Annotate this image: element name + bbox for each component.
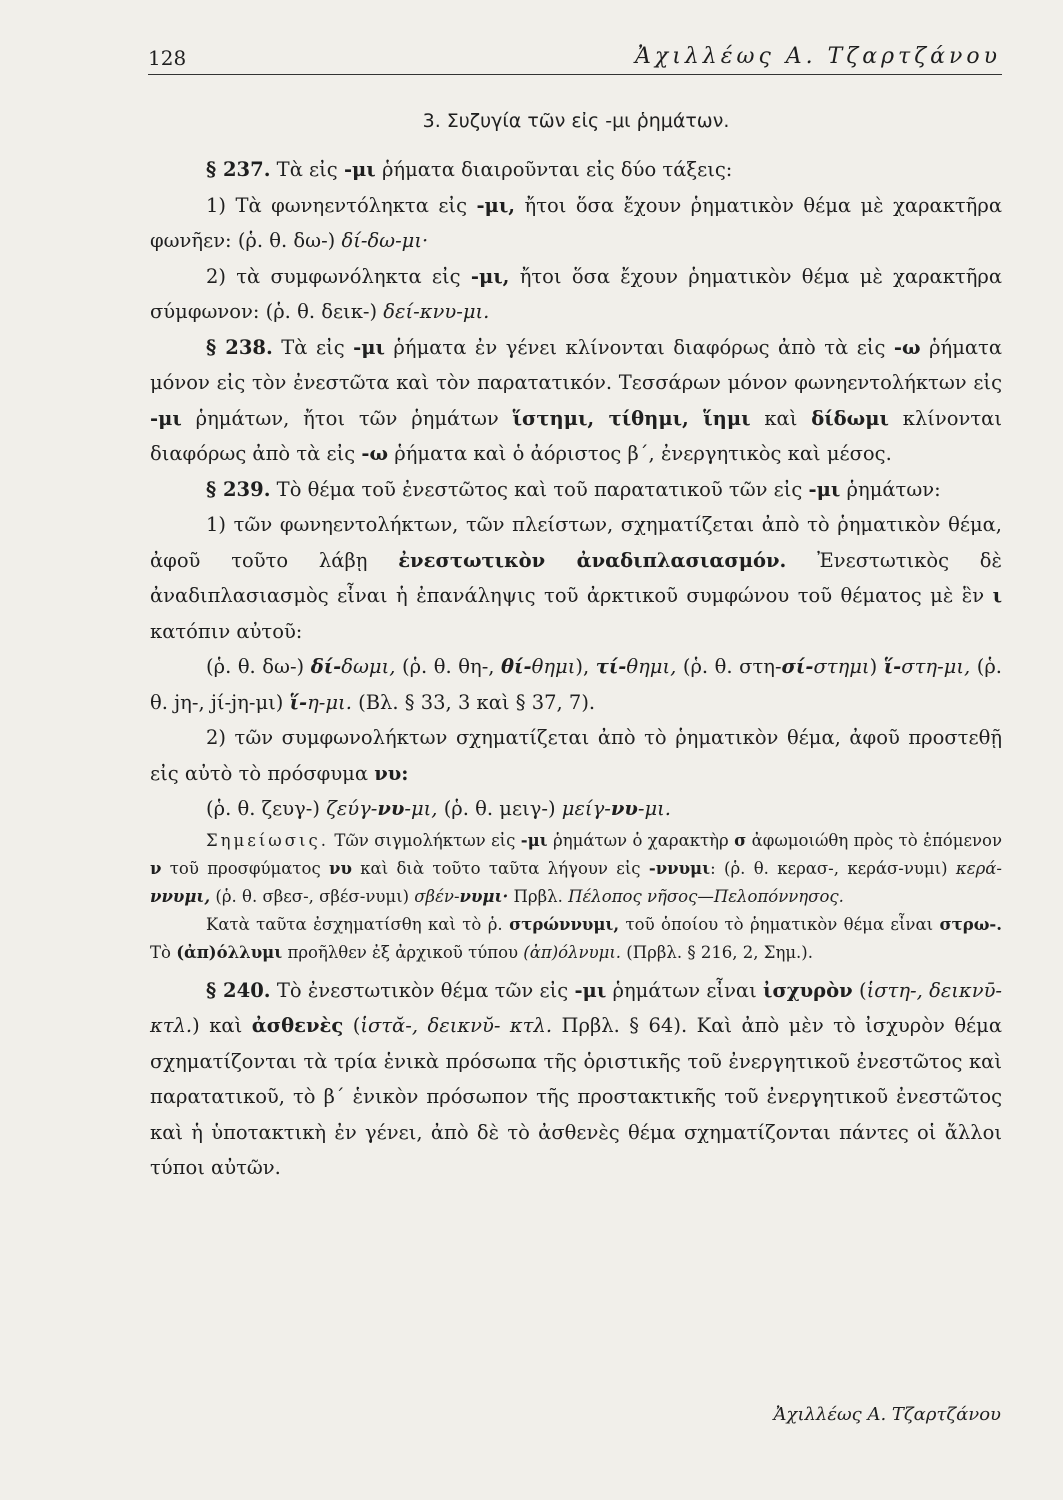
text: (ῥ. θ. δω-) <box>206 655 311 678</box>
example: -μι, <box>404 797 438 820</box>
term: δίδωμι <box>811 406 889 430</box>
term: -ω <box>361 442 389 465</box>
term: στρω-. <box>939 914 1002 934</box>
text: Πρβλ. <box>508 886 569 906</box>
running-header-author: Ἀχιλλέως Α. Τζαρτζάνου <box>635 44 1001 69</box>
term: ἵστημι, τίθημι, ἵημι <box>512 406 751 430</box>
example: (ἀπ)όλνυμι. <box>523 942 622 962</box>
header-rule <box>148 74 1002 75</box>
example: σί- <box>781 655 814 678</box>
text: Ἐνεστωτικὸς δὲ ἀναδιπλασιασμὸς εἶναι ἡ ἐπανάληψις τοῦ ἀρκτικοῦ συμφώνου τοῦ θέματος μὲ ἓν <box>150 548 1003 607</box>
note-label: Σημείωσις. <box>206 830 329 850</box>
text: προῆλθεν ἐξ ἀρχικοῦ τύπου <box>282 942 524 962</box>
text: ἤτοι ὅσα ἔχουν ῥηματικὸν θέμα μὲ χαρακτῆρα φωνῆεν: (ῥ. θ. δω-) <box>150 193 1002 252</box>
paragraph-237 <box>150 152 1002 188</box>
example: κερά- <box>955 858 1002 878</box>
example: νυ <box>610 797 638 820</box>
text: Τὰ εἰς <box>270 158 344 181</box>
text: ) καὶ <box>192 1014 252 1037</box>
example: νυ <box>377 797 405 820</box>
example: η-μι. <box>307 690 352 714</box>
term: σ <box>734 830 747 850</box>
note-paragraph-2 <box>150 911 1002 967</box>
section-number: § 240. <box>206 978 271 1002</box>
example: ἱστᾰ-, δεικνῠ- κτλ. <box>360 1014 553 1037</box>
text: Τὰ εἰς <box>272 335 354 359</box>
footer-author: Ἀχιλλέως Α. Τζαρτζάνου <box>773 1404 1001 1425</box>
text: Τὸ <box>150 942 177 962</box>
text: καὶ <box>750 406 812 430</box>
example: τί- <box>595 655 627 678</box>
text: ῥημάτων ὁ χαρακτὴρ <box>547 830 735 850</box>
term: -μι, <box>476 193 516 217</box>
paragraph-239-examples-1 <box>150 649 1002 720</box>
example: δεί-κνυ-μι. <box>383 300 490 323</box>
text: : (ῥ. θ. κερασ-, κεράσ-νυμι) <box>710 858 956 878</box>
text: Πρβλ. § 64). Καὶ ἀπὸ μὲν τὸ ἰσχυρὸν θέμα σχηματίζονται τὰ τρία ἑνικὰ πρόσωπα τῆς ὁριστικῆς τοῦ ἐνεργητικοῦ ἐνεστῶτος καὶ παρατατικοῦ, τὸ β΄ ἑνικὸν πρόσωπον τῆς προστακτικῆς τοῦ ἐνεργητικοῦ ἐνεστῶτος καὶ ἡ ὑποτακτικὴ ἐν γένει, ἀπὸ δὲ τὸ ἀσθενὲς θέμα σχηματίζονται πάντες οἱ ἄλλοι τύποι αὐτῶν. <box>150 1014 1002 1179</box>
term: -μι <box>353 335 385 359</box>
example: ζεύγ- <box>326 797 378 820</box>
example: θημι, <box>626 655 677 678</box>
text: ( <box>343 1014 361 1037</box>
term: -ω <box>893 335 921 359</box>
text: 1) τῶν φωνηεντολήκτων, τῶν πλείστων, σχηματίζεται ἀπὸ τὸ ῥηματικὸν θέμα, ἀφοῦ τοῦτο λάβῃ <box>150 513 1002 572</box>
term: νυ <box>329 858 352 878</box>
term: -μι <box>808 477 841 501</box>
example: νυμι· <box>459 886 509 906</box>
text: ἤτοι ὅσα ἔχουν ῥηματικὸν θέμα μὲ χαρακτῆρα σύμφωνον: (ῥ. θ. δεικ-) <box>150 264 1003 323</box>
term: -μι <box>520 830 548 850</box>
term: ἰσχυρὸν <box>763 978 853 1002</box>
text: ῥήματα καὶ ὁ ἀόριστος β΄, ἐνεργητικὸς καὶ μέσος. <box>388 442 892 465</box>
text: (Πρβλ. § 216, 2, Σημ.). <box>621 942 813 962</box>
text: ῥημάτων εἶναι <box>606 978 764 1002</box>
term: -μι <box>150 406 182 430</box>
paragraph-239-item-2 <box>150 720 1002 791</box>
example: ἵ- <box>289 690 308 714</box>
text: Τὸ ἐνεστωτικὸν θέμα τῶν εἰς <box>270 978 575 1002</box>
text: ῥήματα διαιροῦνται εἰς δύο τάξεις: <box>375 158 733 181</box>
text: ῥημάτων, ἤτοι τῶν ῥημάτων <box>181 406 513 430</box>
paragraph-238 <box>150 330 1002 472</box>
term: (ἀπ)όλλυμι <box>176 942 283 962</box>
note-paragraph <box>150 827 1002 911</box>
term: -μι, <box>470 264 510 288</box>
text: ῥήματα μόνον εἰς τὸν ἐνεστῶτα καὶ τὸν παρατατικόν. Τεσσάρων μόνον φωνηεντολήκτων εἰς <box>150 335 1002 394</box>
text: (ῥ. θ. σβεσ-, σβέσ-νυμι) <box>210 886 415 906</box>
example: θημι <box>531 655 576 678</box>
text: Τῶν σιγμολήκτων εἰς <box>328 830 521 850</box>
text: (Βλ. § 33, 3 καὶ § 37, 7). <box>351 690 596 714</box>
paragraph-239-examples-2 <box>150 791 1002 827</box>
text: (ῥ. θ. jη-, jί-jη-μι) <box>150 655 1002 714</box>
term: ἀσθενὲς <box>251 1014 344 1037</box>
example: στη-μι, <box>901 655 971 678</box>
text: ἀφωμοιώθη πρὸς τὸ ἑπόμενον <box>746 830 1002 850</box>
text: (ῥ. θ. θη-, <box>395 655 502 678</box>
example: Πέλοπος νῆσος—Πελοπόννησος. <box>568 886 844 906</box>
term: -ννυμι <box>648 858 711 878</box>
paragraph-237-item-1 <box>150 188 1002 259</box>
section-number: § 238. <box>206 335 273 359</box>
text: τοῦ προσφύματος <box>161 858 330 878</box>
page-number: 128 <box>148 46 187 70</box>
text: ), <box>575 655 596 678</box>
text: ) <box>869 655 884 678</box>
term: ἐνεστωτικὸν ἀναδιπλασιασμόν. <box>398 548 787 572</box>
example: ννυμι, <box>150 886 211 906</box>
paragraph-237-item-2 <box>150 259 1002 330</box>
example: δωμι, <box>341 655 396 678</box>
text: Τὸ θέμα τοῦ ἐνεστῶτος καὶ τοῦ παρατατικοῦ τῶν εἰς <box>270 477 809 501</box>
page-body <box>150 108 1002 1186</box>
text: ῥήματα ἐν γένει κλίνονται διαφόρως ἀπὸ τὰ εἰς <box>384 335 894 359</box>
text: (ῥ. θ. ζευγ-) <box>206 797 327 820</box>
term: -μι <box>574 978 607 1002</box>
term: ν <box>150 858 162 878</box>
example: δί- <box>310 655 342 678</box>
text: 2) τῶν συμφωνολήκτων σχηματίζεται ἀπὸ τὸ ῥηματικὸν θέμα, ἀφοῦ προστεθῇ εἰς αὐτὸ τὸ πρόσφυμα <box>150 726 1002 785</box>
term: στρώννυμι, <box>509 914 620 934</box>
text: τοῦ ὁποίου τὸ ῥηματικὸν θέμα εἶναι <box>619 914 940 934</box>
paragraph-239-item-1 <box>150 507 1002 649</box>
term: νυ: <box>374 761 409 785</box>
section-number: § 237. <box>206 158 271 181</box>
text: 1) Τὰ φωνηεντόληκτα εἰς <box>206 193 477 217</box>
text: (ῥ. θ. μειγ-) <box>437 797 562 820</box>
term: ι <box>992 584 1002 607</box>
paragraph-240 <box>150 973 1002 1186</box>
text: ῥημάτων: <box>840 477 941 501</box>
section-number: § 239. <box>206 477 271 501</box>
example: σβέν- <box>414 886 460 906</box>
term: -μι <box>343 158 376 181</box>
text: ( <box>852 978 867 1002</box>
text: (ῥ. θ. στη- <box>676 655 782 678</box>
example: δί-δω-μι· <box>341 229 429 252</box>
example: μείγ- <box>561 797 611 820</box>
example: στημι <box>813 655 870 678</box>
text: κατόπιν αὐτοῦ: <box>150 619 303 643</box>
text: κλίνονται διαφόρως ἀπὸ τὰ εἰς <box>150 406 1002 465</box>
example: -μι. <box>637 797 671 820</box>
text: καὶ διὰ τοῦτο ταῦτα λήγουν εἰς <box>351 858 649 878</box>
paragraph-239 <box>150 472 1002 508</box>
example: ἱστη-, δεικνῡ- κτλ. <box>150 978 1003 1037</box>
section-title: 3. Συζυγία τῶν εἰς -μι ῥημάτων. <box>422 110 730 132</box>
text: Κατὰ ταῦτα ἐσχηματίσθη καὶ τὸ ῥ. <box>206 914 510 934</box>
example: ἵ- <box>883 655 902 678</box>
example: θί- <box>501 655 532 678</box>
text: 2) τὰ συμφωνόληκτα εἰς <box>206 264 471 288</box>
